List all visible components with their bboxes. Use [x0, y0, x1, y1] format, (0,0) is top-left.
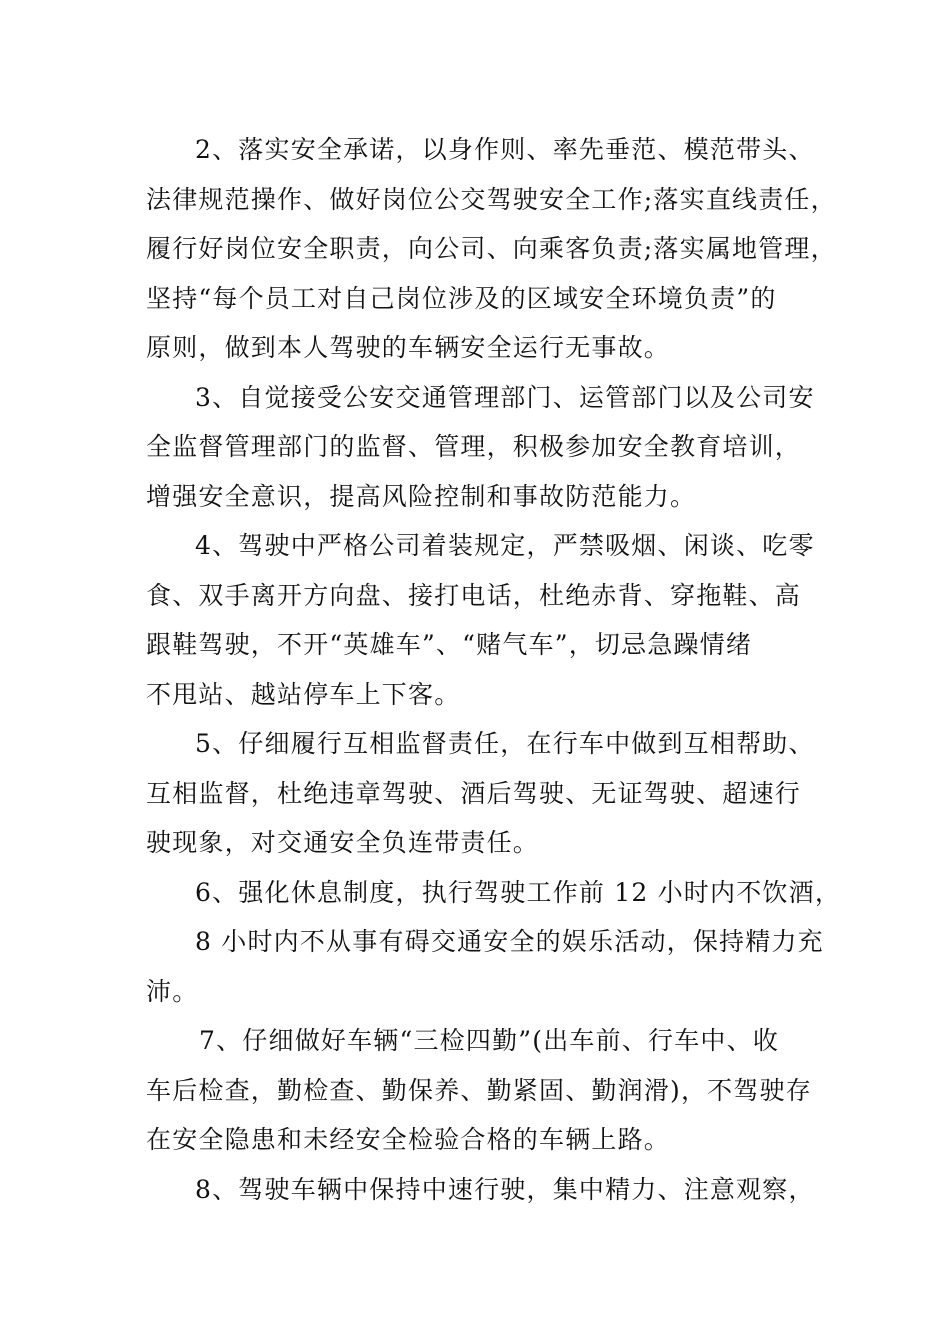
paragraph-2-line-3: 履行好岗位安全职责，向公司、向乘客负责;落实属地管理，	[146, 234, 837, 263]
paragraph-5-line-2: 互相监督，杜绝违章驾驶、酒后驾驶、无证驾驶、超速行	[146, 779, 802, 808]
paragraph-2-line-1: 2、落实安全承诺，以身作则、率先垂范、模范带头、	[195, 135, 815, 164]
paragraph-6-line-3: 沛。	[146, 977, 199, 1006]
paragraph-4-line-4: 不甩站、越站停车上下客。	[146, 680, 461, 709]
paragraph-6-line-2: 8 小时内不从事有碍交通安全的娱乐活动，保持精力充	[195, 927, 824, 956]
paragraph-5-line-1: 5、仔细履行互相监督责任，在行车中做到互相帮助、	[195, 729, 815, 758]
paragraph-3-line-3: 增强安全意识，提高风险控制和事故防范能力。	[146, 482, 697, 511]
paragraph-7-line-1: 7、仔细做好车辆“三检四勤”(出车前、行车中、收	[199, 1026, 780, 1055]
paragraph-8-line-1: 8、驾驶车辆中保持中速行驶，集中精力、注意观察，	[195, 1175, 815, 1204]
paragraph-3-line-1: 3、自觉接受公安交通管理部门、运管部门以及公司安	[195, 383, 815, 412]
paragraph-4-line-2: 食、双手离开方向盘、接打电话，杜绝赤背、穿拖鞋、高	[146, 581, 802, 610]
paragraph-6-line-1: 6、强化休息制度，执行驾驶工作前 12 小时内不饮酒，	[195, 878, 842, 907]
paragraph-4-line-1: 4、驾驶中严格公司着装规定，严禁吸烟、闲谈、吃零	[195, 531, 815, 560]
paragraph-3-line-2: 全监督管理部门的监督、管理，积极参加安全教育培训，	[146, 432, 802, 461]
paragraph-2-line-4: 坚持“每个员工对自己岗位涉及的区域安全环境负责”的	[146, 284, 777, 313]
paragraph-2-line-5: 原则，做到本人驾驶的车辆安全运行无事故。	[146, 333, 671, 362]
paragraph-2-line-2: 法律规范操作、做好岗位公交驾驶安全工作;落实直线责任，	[146, 185, 837, 214]
paragraph-4-line-3: 跟鞋驾驶，不开“英雄车”、“赌气车”，切忌急躁情绪	[146, 630, 753, 659]
paragraph-7-line-2: 车后检查，勤检查、勤保养、勤紧固、勤润滑)，不驾驶存	[146, 1076, 812, 1105]
paragraph-5-line-3: 驶现象，对交通安全负连带责任。	[146, 828, 540, 857]
paragraph-7-line-3: 在安全隐患和未经安全检验合格的车辆上路。	[146, 1125, 671, 1154]
